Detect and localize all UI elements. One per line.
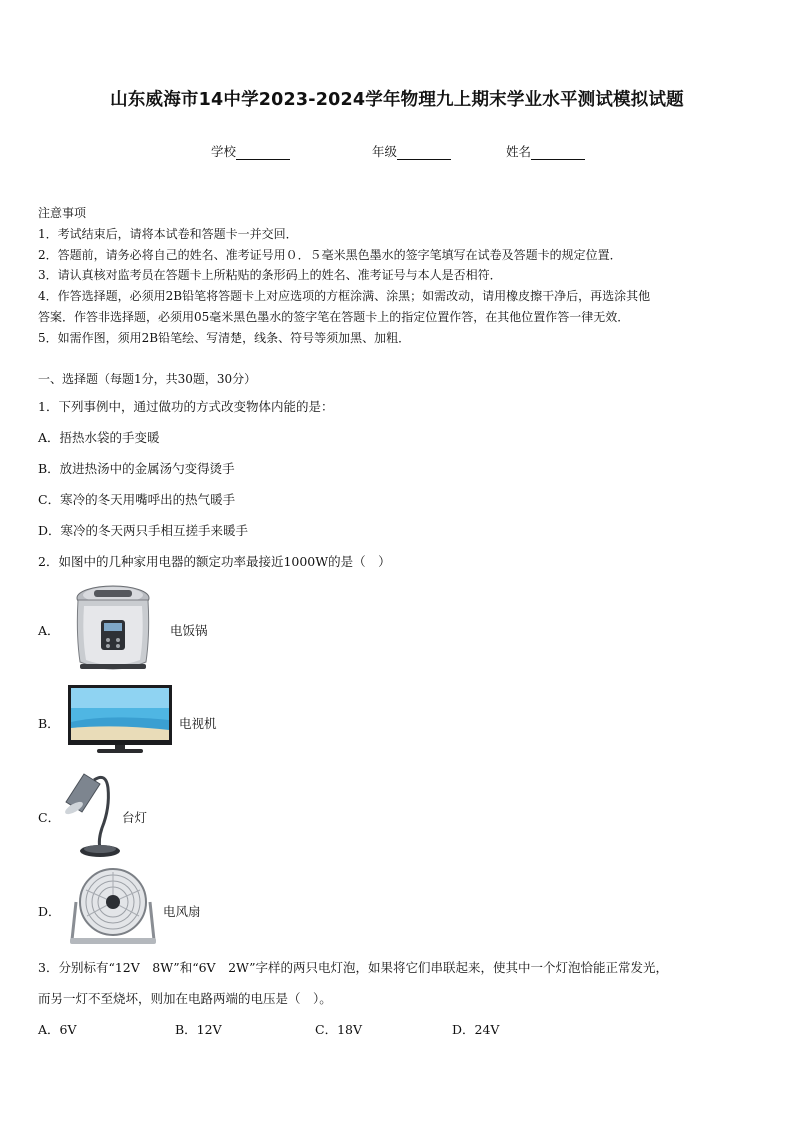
question-3-option-c: C．18V [315, 1022, 362, 1037]
question-2-option-d-letter: D． [38, 904, 61, 919]
school-blank [236, 146, 290, 160]
question-1-option-a: A．捂热水袋的手变暖 [38, 430, 160, 445]
question-1-option-d: D．寒冷的冬天两只手相互搓手来暖手 [38, 523, 249, 538]
grade-blank [397, 146, 451, 160]
name-field [506, 142, 585, 160]
question-3-option-b: B．12V [175, 1022, 222, 1037]
page-title: 山东威海市14中学2023-2024学年物理九上期末学业水平测试模拟试题 [110, 90, 684, 110]
school-field [211, 142, 290, 160]
question-2-option-d-text: 电风扇 [163, 904, 201, 919]
question-1-stem: 1．下列事例中，通过做功的方式改变物体内能的是： [38, 399, 334, 414]
note-item: 1．考试结束后，请将本试卷和答题卡一并交回． [38, 227, 298, 241]
name-blank [531, 146, 585, 160]
name-label: 姓名 [506, 144, 532, 159]
note-item: 2．答题前，请务必将自己的姓名、准考证号用０．５毫米黑色墨水的签字笔填写在试卷及答题卡的规定位置． [38, 248, 622, 262]
notes-heading: 注意事项 [38, 206, 87, 220]
question-1-option-b: B．放进热汤中的金属汤勺变得烫手 [38, 461, 235, 476]
question-2-option-c-letter: C． [38, 810, 61, 825]
question-2-option-a-text: 电饭锅 [170, 623, 208, 638]
desk-lamp-icon [60, 768, 124, 860]
question-3-option-a: A．6V [38, 1022, 77, 1037]
television-icon [67, 684, 175, 756]
note-item: 3．请认真核对监考员在答题卡上所粘贴的条形码上的姓名、准考证号与本人是否相符． [38, 268, 502, 282]
question-2-option-c-text: 台灯 [122, 810, 148, 825]
question-3-option-d: D．24V [452, 1022, 500, 1037]
rice-cooker-icon [70, 584, 156, 674]
question-1-option-c: C．寒冷的冬天用嘴呼出的热气暖手 [38, 492, 236, 507]
electric-fan-icon [70, 866, 156, 946]
note-item: 4．作答选择题，必须用2B铅笔将答题卡上对应选项的方框涂满、涂黑；如需改动，请用橡皮擦干净后，再选涂其他 [38, 289, 651, 303]
question-2-option-a-letter: A． [38, 623, 60, 638]
note-item: 5．如需作图，须用2B铅笔绘、写清楚，线条、符号等须加黑、加粗． [38, 331, 411, 345]
section-heading: 一、选择题（每题1分，共30题，30分） [38, 372, 257, 386]
question-3-stem-line1: 3．分别标有“12V 8W”和“6V 2W”字样的两只电灯泡，如果将它们串联起来，使其中一个灯泡恰能正常发光， [38, 960, 668, 975]
question-2-option-b-text: 电视机 [179, 716, 217, 731]
grade-field [372, 142, 451, 160]
school-label: 学校 [211, 144, 237, 159]
question-2-stem: 2．如图中的几种家用电器的额定功率最接近1000W的是（ ） [38, 554, 391, 569]
note-item: 答案．作答非选择题，必须用05毫米黑色墨水的签字笔在答题卡上的指定位置作答，在其他位置作答一律无效． [38, 310, 630, 324]
question-2-option-b-letter: B． [38, 716, 60, 731]
question-3-stem-line2: 而另一灯不至烧坏，则加在电路两端的电压是（ ）。 [38, 991, 332, 1006]
grade-label: 年级 [372, 144, 398, 159]
